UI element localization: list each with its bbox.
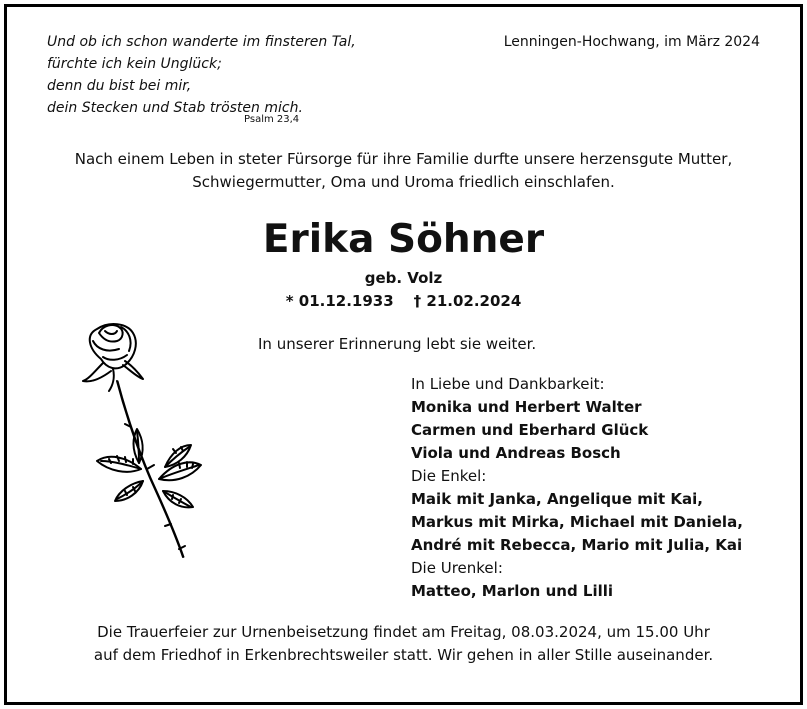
verse-line: dein Stecken und Stab trösten mich. (47, 100, 303, 116)
mourners-intro: In Liebe und Dankbarkeit: (411, 375, 605, 393)
obituary-notice (4, 4, 803, 705)
life-dates (7, 290, 800, 312)
verse-line: denn du bist bei mir, (47, 78, 192, 94)
birth-name: geb. Volz (364, 269, 443, 287)
rose-icon (79, 319, 214, 567)
mourner-children: Viola und Andreas Bosch (411, 444, 621, 462)
grandchildren-label: Die Enkel: (411, 467, 487, 485)
intro-line: Nach einem Leben in steter Fürsorge für ihre Familie durfte unsere herzensgute Mutter, (74, 150, 733, 168)
mourner-grandchildren: Maik mit Janka, Angelique mit Kai, (411, 490, 703, 508)
mourner-children: Monika und Herbert Walter (411, 398, 642, 416)
verse-source: Psalm 23,4 (244, 114, 300, 125)
bible-verse (47, 31, 356, 119)
funeral-line: Die Trauerfeier zur Urnenbeisetzung findet am Freitag, 08.03.2024, um 15.00 Uhr (97, 623, 710, 641)
mourners-list (411, 373, 743, 603)
deceased-name: Erika Söhner (262, 217, 545, 262)
place-date: Lenningen-Hochwang, im März 2024 (503, 34, 760, 50)
funeral-line: auf dem Friedhof in Erkenbrechtsweiler statt. Wir gehen in aller Stille auseinander. (93, 646, 714, 664)
mourner-children: Carmen und Eberhard Glück (411, 421, 649, 439)
verse-line: Und ob ich schon wanderte im finsteren Tal, (47, 34, 356, 50)
memory-line: In unserer Erinnerung lebt sie weiter. (258, 335, 537, 353)
mourner-grandchildren: André mit Rebecca, Mario mit Julia, Kai (411, 536, 743, 554)
death-date: † 21.02.2024 (413, 292, 522, 310)
birth-date: * 01.12.1933 (285, 292, 394, 310)
mourner-grandchildren: Markus mit Mirka, Michael mit Daniela, (411, 513, 743, 531)
verse-line: fürchte ich kein Unglück; (47, 56, 222, 72)
intro-text (7, 148, 800, 194)
intro-line: Schwiegermutter, Oma und Uroma friedlich einschlafen. (192, 173, 615, 191)
mourner-great-grandchildren: Matteo, Marlon und Lilli (411, 582, 614, 600)
funeral-info (7, 621, 800, 667)
great-grandchildren-label: Die Urenkel: (411, 559, 503, 577)
